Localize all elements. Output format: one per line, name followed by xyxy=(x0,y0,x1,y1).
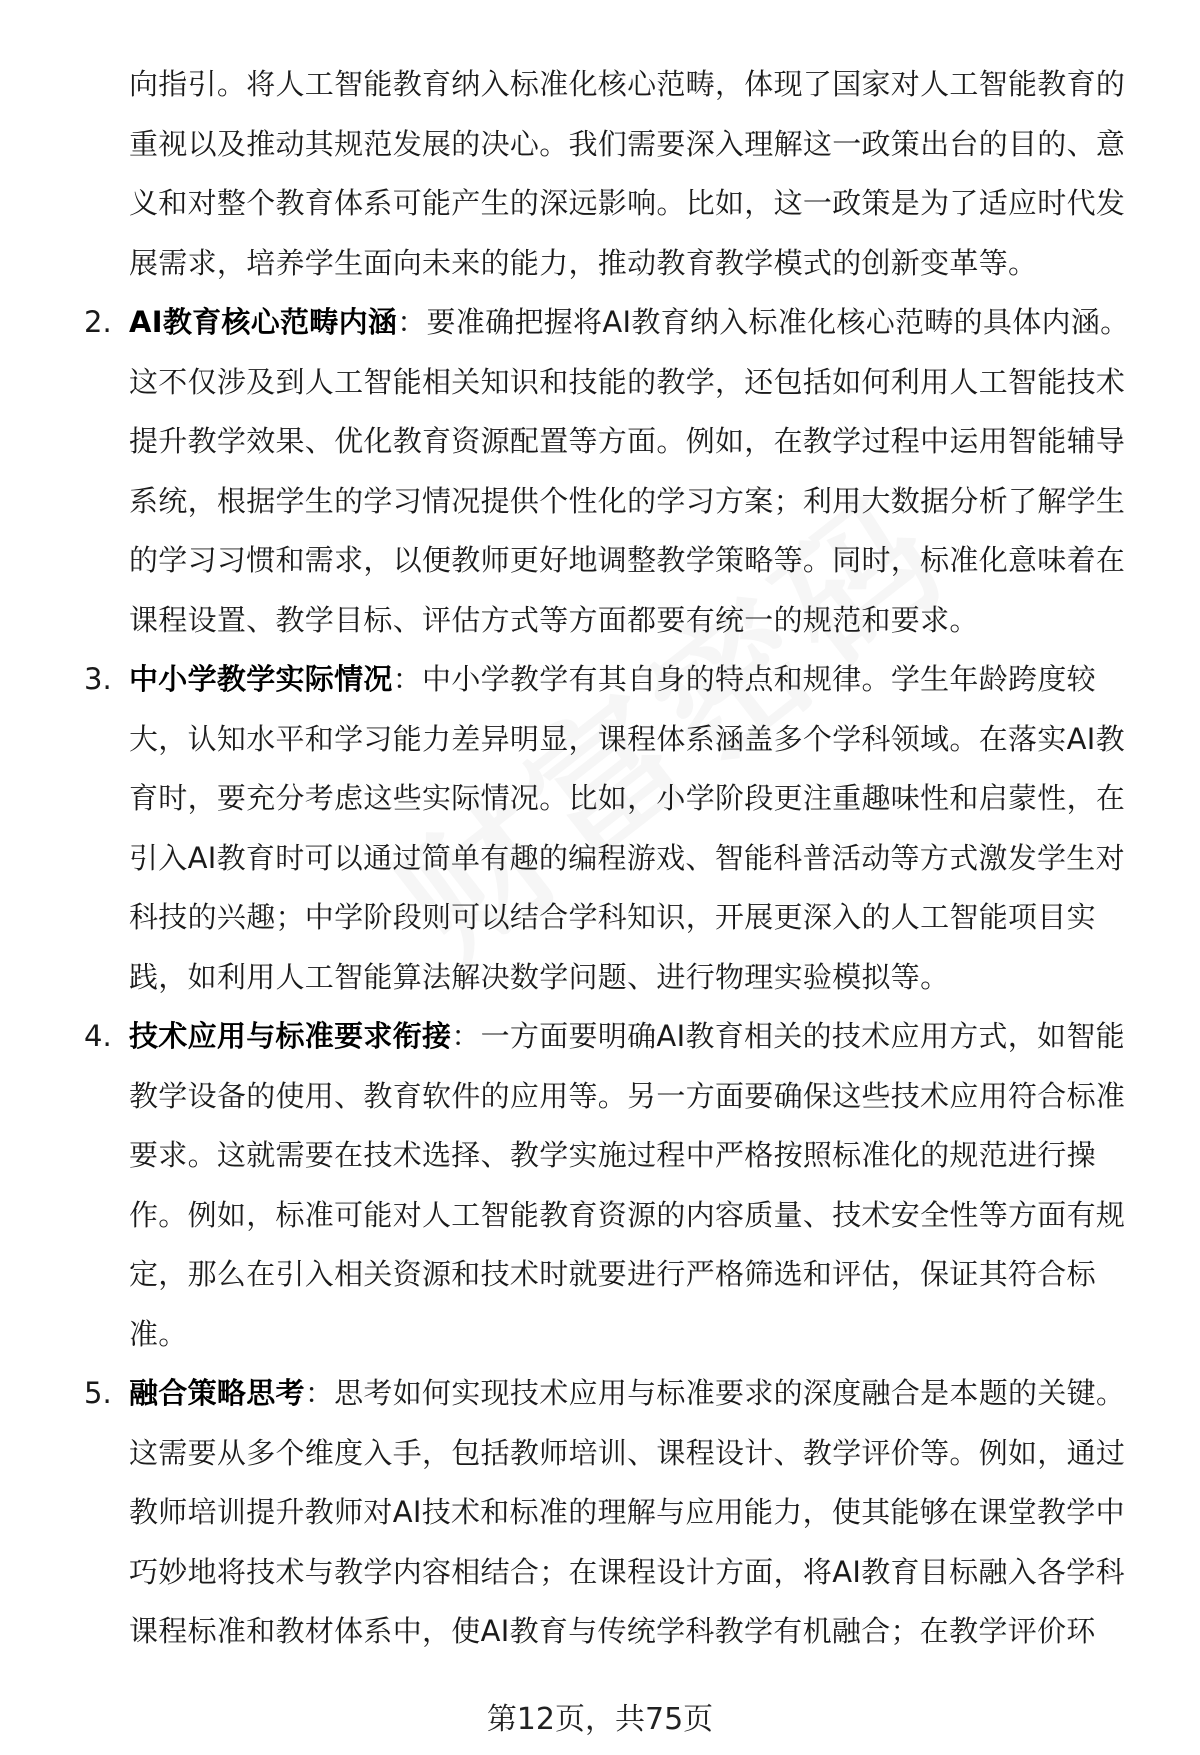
list-item-term: 技术应用与标准要求衔接 xyxy=(129,1019,452,1053)
list-item-text: 思考如何实现技术应用与标准要求的深度融合是本题的关键。这需要从多个维度入手，包括教师培训、课程设计、教学评价等。例如，通过教师培训提升教师对AI技术和标准的理解与应用能力，使其能够在课堂教学中巧妙地将技术与教学内容相结合；在课程设计方面，将AI教育目标融入各学科课程标准和教材体系中，使AI教育与传统学科教学有机融合；在教学评价环 xyxy=(129,1376,1126,1648)
list-item-body xyxy=(129,650,1145,1007)
list-item-term: AI教育核心范畴内涵 xyxy=(129,305,398,339)
list-item-colon: ： xyxy=(451,1019,481,1053)
list-item-text: 要准确把握将AI教育纳入标准化核心范畴的具体内涵。这不仅涉及到人工智能相关知识和技能的教学，还包括如何利用人工智能技术提升教学效果、优化教育资源配置等方面。例如，在教学过程中运用智能辅导系统，根据学生的学习情况提供个性化的学习方案；利用大数据分析了解学生的学习习惯和需求，以便教师更好地调整教学策略等。同时，标准化意味着在课程设置、教学目标、评估方式等方面都要有统一的规范和要求。 xyxy=(129,305,1130,637)
list-item-body xyxy=(129,1364,1145,1662)
list-item-body xyxy=(129,293,1145,650)
list-item xyxy=(0,1364,1200,1662)
page-number-footer: 第12页，共75页 xyxy=(486,1702,714,1737)
intro-paragraph: 向指引。将人工智能教育纳入标准化核心范畴，体现了国家对人工智能教育的重视以及推动其规范发展的决心。我们需要深入理解这一政策出台的目的、意义和对整个教育体系可能产生的深远影响。比如，这一政策是为了适应时代发展需求，培养学生面向未来的能力，推动教育教学模式的创新变革等。 xyxy=(129,67,1126,280)
list-item-term: 中小学教学实际情况 xyxy=(129,662,393,696)
list-item-term: 融合策略思考 xyxy=(129,1376,305,1410)
list-item-text: 一方面要明确AI教育相关的技术应用方式，如智能教学设备的使用、教育软件的应用等。另一方面要确保这些技术应用符合标准要求。这就需要在技术选择、教学实施过程中严格按照标准化的规范进行操作。例如，标准可能对人工智能教育资源的内容质量、技术安全性等方面有规定，那么在引入相关资源和技术时就要进行严格筛选和评估，保证其符合标准。 xyxy=(129,1019,1126,1351)
list-item-number: 4. xyxy=(84,1019,112,1053)
list-item-colon: ： xyxy=(304,1376,335,1410)
list-item xyxy=(0,293,1200,650)
list-item-colon: ： xyxy=(392,662,423,696)
list-item-body xyxy=(129,1007,1145,1364)
list-item xyxy=(0,650,1200,1007)
list-item-number: 2. xyxy=(84,305,112,339)
list-item-number: 5. xyxy=(84,1376,112,1410)
list-item xyxy=(0,1007,1200,1364)
page-content xyxy=(0,55,1200,1662)
list-item-number: 3. xyxy=(84,662,112,696)
list-item-text: 中小学教学有其自身的特点和规律。学生年龄跨度较大，认知水平和学习能力差异明显，课程体系涵盖多个学科领域。在落实AI教育时，要充分考虑这些实际情况。比如，小学阶段更注重趣味性和启蒙性，在引入AI教育时可以通过简单有趣的编程游戏、智能科普活动等方式激发学生对科技的兴趣；中学阶段则可以结合学科知识，开展更深入的人工智能项目实践，如利用人工智能算法解决数学问题、进行物理实验模拟等。 xyxy=(129,662,1126,994)
list-item-colon: ： xyxy=(397,305,427,339)
